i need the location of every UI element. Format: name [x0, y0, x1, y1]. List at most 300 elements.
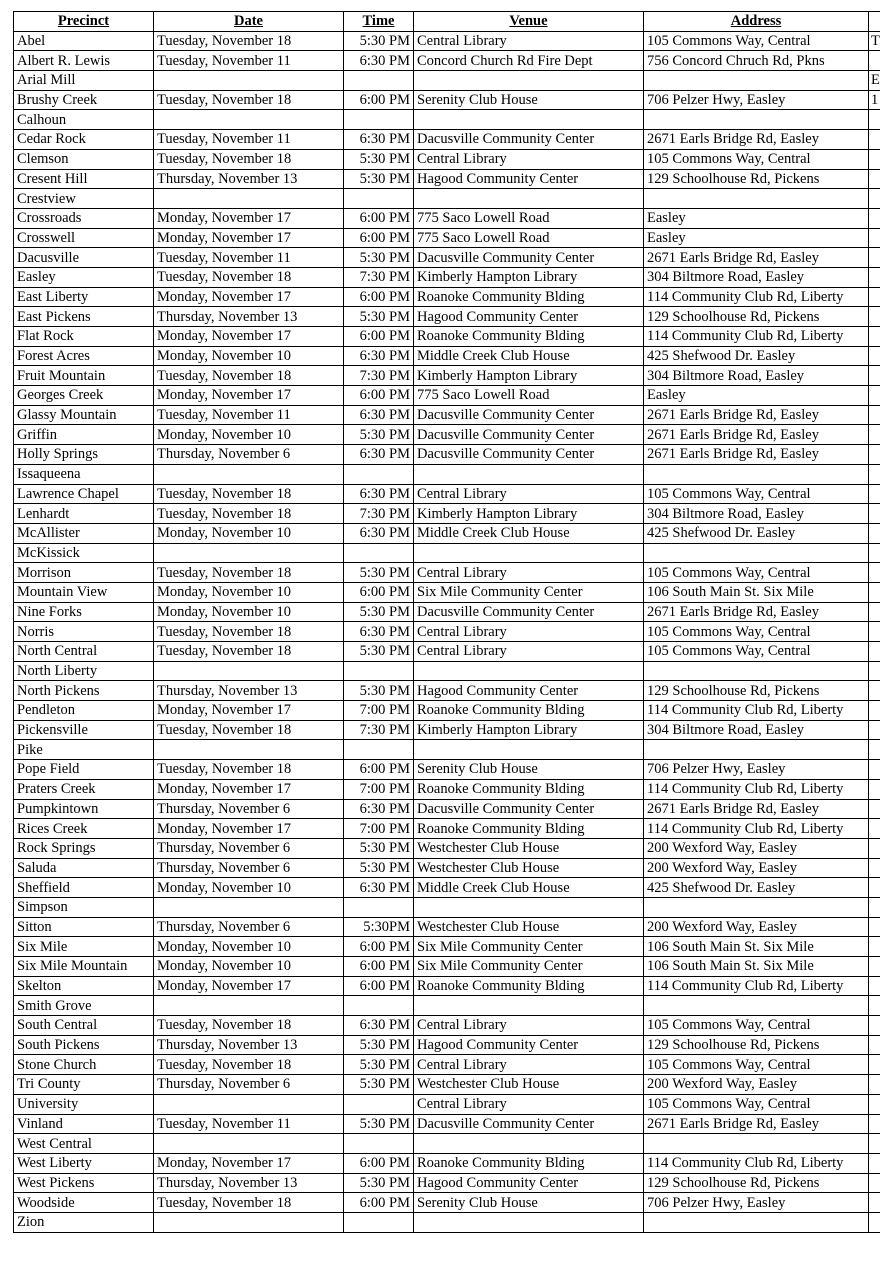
cell-time: [344, 71, 414, 91]
table-row: [14, 642, 880, 662]
cell-address: 706 Pelzer Hwy, Easley: [644, 90, 869, 110]
cell-time: 6:00 PM: [344, 1193, 414, 1213]
table-row: [14, 445, 880, 465]
cell-venue: Kimberly Hampton Library: [414, 366, 644, 386]
cell-precinct: Rices Creek: [14, 819, 154, 839]
cell-precinct: Saluda: [14, 858, 154, 878]
cell-venue: Six Mile Community Center: [414, 937, 644, 957]
cell-precinct: North Liberty: [14, 661, 154, 681]
cell-time: 6:30 PM: [344, 405, 414, 425]
cell-extra: [869, 169, 880, 189]
cell-precinct: Issaqueena: [14, 464, 154, 484]
cell-precinct: Brushy Creek: [14, 90, 154, 110]
cell-address: 105 Commons Way, Central: [644, 31, 869, 51]
cell-extra: [869, 1035, 880, 1055]
cell-time: 5:30 PM: [344, 149, 414, 169]
cell-date: Monday, November 17: [154, 228, 344, 248]
cell-date: Thursday, November 13: [154, 169, 344, 189]
cell-address: 2671 Earls Bridge Rd, Easley: [644, 130, 869, 150]
cell-precinct: Cresent Hill: [14, 169, 154, 189]
table-row: [14, 897, 880, 917]
cell-extra: [869, 622, 880, 642]
cell-venue: Serenity Club House: [414, 760, 644, 780]
cell-date: Tuesday, November 18: [154, 366, 344, 386]
cell-precinct: Sitton: [14, 917, 154, 937]
cell-extra: [869, 917, 880, 937]
cell-date: Tuesday, November 11: [154, 248, 344, 268]
cell-extra: [869, 799, 880, 819]
cell-address: 425 Shefwood Dr. Easley: [644, 346, 869, 366]
cell-venue: Six Mile Community Center: [414, 582, 644, 602]
cell-date: Monday, November 10: [154, 582, 344, 602]
cell-precinct: Holly Springs: [14, 445, 154, 465]
header-precinct: Precinct: [14, 12, 154, 32]
cell-precinct: Nine Forks: [14, 602, 154, 622]
cell-venue: Roanoke Community Blding: [414, 779, 644, 799]
cell-venue: Dacusville Community Center: [414, 602, 644, 622]
cell-extra: [869, 267, 880, 287]
cell-venue: Dacusville Community Center: [414, 405, 644, 425]
cell-extra: [869, 642, 880, 662]
cell-date: Thursday, November 6: [154, 445, 344, 465]
table-row: [14, 71, 880, 91]
cell-extra: [869, 740, 880, 760]
cell-venue: Roanoke Community Blding: [414, 976, 644, 996]
cell-venue: Westchester Club House: [414, 1075, 644, 1095]
cell-date: Tuesday, November 18: [154, 31, 344, 51]
cell-address: [644, 1212, 869, 1232]
cell-extra: [869, 1212, 880, 1232]
cell-address: 2671 Earls Bridge Rd, Easley: [644, 248, 869, 268]
cell-time: 6:30 PM: [344, 523, 414, 543]
table-row: [14, 90, 880, 110]
cell-precinct: Forest Acres: [14, 346, 154, 366]
cell-address: 114 Community Club Rd, Liberty: [644, 819, 869, 839]
cell-time: 6:00 PM: [344, 90, 414, 110]
cell-extra: [869, 819, 880, 839]
table-row: [14, 1134, 880, 1154]
cell-date: Tuesday, November 18: [154, 504, 344, 524]
header-address: Address: [644, 12, 869, 32]
table-row: [14, 149, 880, 169]
cell-date: Thursday, November 13: [154, 307, 344, 327]
cell-extra: [869, 760, 880, 780]
cell-extra: [869, 130, 880, 150]
cell-precinct: University: [14, 1094, 154, 1114]
cell-extra: [869, 1134, 880, 1154]
cell-address: Easley: [644, 386, 869, 406]
cell-precinct: Crossroads: [14, 208, 154, 228]
cell-precinct: West Pickens: [14, 1173, 154, 1193]
cell-address: 129 Schoolhouse Rd, Pickens: [644, 1035, 869, 1055]
table-row: [14, 110, 880, 130]
cell-date: Tuesday, November 18: [154, 1016, 344, 1036]
cell-extra: [869, 51, 880, 71]
cell-extra: [869, 445, 880, 465]
table-row: [14, 799, 880, 819]
cell-precinct: McAllister: [14, 523, 154, 543]
cell-date: Monday, November 10: [154, 957, 344, 977]
cell-precinct: North Pickens: [14, 681, 154, 701]
precinct-meeting-table: [13, 11, 880, 1233]
cell-date: Thursday, November 6: [154, 799, 344, 819]
cell-precinct: West Liberty: [14, 1153, 154, 1173]
cell-extra: [869, 149, 880, 169]
cell-address: 425 Shefwood Dr. Easley: [644, 878, 869, 898]
cell-precinct: Albert R. Lewis: [14, 51, 154, 71]
cell-time: 5:30 PM: [344, 602, 414, 622]
cell-extra: [869, 346, 880, 366]
table-row: [14, 740, 880, 760]
cell-precinct: Six Mile Mountain: [14, 957, 154, 977]
cell-precinct: Flat Rock: [14, 327, 154, 347]
cell-date: Tuesday, November 18: [154, 720, 344, 740]
cell-venue: Hagood Community Center: [414, 1035, 644, 1055]
table-row: [14, 878, 880, 898]
cell-venue: Dacusville Community Center: [414, 445, 644, 465]
cell-time: 5:30 PM: [344, 1114, 414, 1134]
cell-address: [644, 189, 869, 209]
cell-extra: [869, 897, 880, 917]
cell-date: [154, 189, 344, 209]
table-row: [14, 602, 880, 622]
cell-date: Tuesday, November 11: [154, 51, 344, 71]
table-header-row: [14, 12, 880, 32]
table-row: [14, 661, 880, 681]
header-extra: [869, 12, 880, 32]
cell-time: 6:30 PM: [344, 346, 414, 366]
cell-precinct: Pickensville: [14, 720, 154, 740]
cell-venue: Central Library: [414, 563, 644, 583]
cell-extra: [869, 681, 880, 701]
cell-extra: 1: [869, 90, 880, 110]
table-row: [14, 169, 880, 189]
cell-venue: Concord Church Rd Fire Dept: [414, 51, 644, 71]
cell-extra: [869, 386, 880, 406]
cell-extra: [869, 366, 880, 386]
table-row: [14, 1016, 880, 1036]
cell-extra: [869, 307, 880, 327]
cell-time: [344, 1094, 414, 1114]
cell-precinct: Georges Creek: [14, 386, 154, 406]
cell-venue: Roanoke Community Blding: [414, 1153, 644, 1173]
cell-venue: Central Library: [414, 1016, 644, 1036]
cell-venue: Roanoke Community Blding: [414, 327, 644, 347]
cell-date: Monday, November 10: [154, 346, 344, 366]
cell-time: [344, 189, 414, 209]
cell-venue: Westchester Club House: [414, 838, 644, 858]
table-row: [14, 425, 880, 445]
cell-extra: [869, 484, 880, 504]
header-venue: Venue: [414, 12, 644, 32]
cell-venue: Kimberly Hampton Library: [414, 267, 644, 287]
cell-venue: Dacusville Community Center: [414, 1114, 644, 1134]
cell-time: 5:30PM: [344, 917, 414, 937]
cell-time: 6:30 PM: [344, 878, 414, 898]
cell-time: 6:30 PM: [344, 1016, 414, 1036]
cell-address: 105 Commons Way, Central: [644, 1055, 869, 1075]
cell-date: Tuesday, November 18: [154, 1193, 344, 1213]
cell-precinct: Fruit Mountain: [14, 366, 154, 386]
table-row: [14, 838, 880, 858]
cell-extra: [869, 996, 880, 1016]
cell-address: [644, 740, 869, 760]
cell-precinct: Zion: [14, 1212, 154, 1232]
cell-venue: [414, 189, 644, 209]
cell-address: [644, 71, 869, 91]
cell-extra: [869, 1094, 880, 1114]
cell-date: Monday, November 17: [154, 1153, 344, 1173]
cell-extra: [869, 563, 880, 583]
cell-time: [344, 1134, 414, 1154]
cell-date: [154, 543, 344, 563]
cell-venue: Middle Creek Club House: [414, 346, 644, 366]
cell-time: 5:30 PM: [344, 858, 414, 878]
cell-precinct: Abel: [14, 31, 154, 51]
table-row: [14, 307, 880, 327]
cell-address: 129 Schoolhouse Rd, Pickens: [644, 681, 869, 701]
cell-precinct: Pumpkintown: [14, 799, 154, 819]
cell-time: 7:30 PM: [344, 267, 414, 287]
table-row: [14, 1055, 880, 1075]
cell-extra: [869, 208, 880, 228]
table-row: [14, 208, 880, 228]
cell-venue: Hagood Community Center: [414, 681, 644, 701]
cell-address: 2671 Earls Bridge Rd, Easley: [644, 1114, 869, 1134]
cell-time: [344, 897, 414, 917]
cell-venue: Central Library: [414, 484, 644, 504]
cell-address: 114 Community Club Rd, Liberty: [644, 327, 869, 347]
cell-address: 114 Community Club Rd, Liberty: [644, 287, 869, 307]
cell-address: 105 Commons Way, Central: [644, 149, 869, 169]
cell-time: 5:30 PM: [344, 838, 414, 858]
cell-precinct: Woodside: [14, 1193, 154, 1213]
cell-address: 129 Schoolhouse Rd, Pickens: [644, 307, 869, 327]
cell-address: 304 Biltmore Road, Easley: [644, 366, 869, 386]
cell-extra: [869, 327, 880, 347]
cell-venue: Kimberly Hampton Library: [414, 504, 644, 524]
cell-address: 2671 Earls Bridge Rd, Easley: [644, 405, 869, 425]
cell-extra: [869, 957, 880, 977]
cell-address: 706 Pelzer Hwy, Easley: [644, 1193, 869, 1213]
cell-address: 756 Concord Chruch Rd, Pkns: [644, 51, 869, 71]
cell-time: 6:30 PM: [344, 445, 414, 465]
cell-venue: Roanoke Community Blding: [414, 819, 644, 839]
cell-date: Thursday, November 6: [154, 917, 344, 937]
header-date: Date: [154, 12, 344, 32]
cell-date: Monday, November 10: [154, 878, 344, 898]
cell-date: Monday, November 17: [154, 208, 344, 228]
cell-extra: [869, 582, 880, 602]
cell-precinct: Rock Springs: [14, 838, 154, 858]
table-row: [14, 405, 880, 425]
table-row: [14, 917, 880, 937]
table-row: [14, 819, 880, 839]
cell-venue: Central Library: [414, 642, 644, 662]
cell-address: 114 Community Club Rd, Liberty: [644, 1153, 869, 1173]
cell-venue: [414, 1134, 644, 1154]
cell-address: 304 Biltmore Road, Easley: [644, 504, 869, 524]
cell-address: 129 Schoolhouse Rd, Pickens: [644, 1173, 869, 1193]
cell-date: [154, 740, 344, 760]
cell-venue: Central Library: [414, 1094, 644, 1114]
cell-date: Monday, November 10: [154, 523, 344, 543]
cell-date: [154, 996, 344, 1016]
cell-date: [154, 464, 344, 484]
cell-address: 2671 Earls Bridge Rd, Easley: [644, 799, 869, 819]
cell-time: 5:30 PM: [344, 681, 414, 701]
table-row: [14, 760, 880, 780]
cell-precinct: Crestview: [14, 189, 154, 209]
cell-precinct: Pike: [14, 740, 154, 760]
cell-venue: [414, 897, 644, 917]
table-row: [14, 1193, 880, 1213]
cell-venue: 775 Saco Lowell Road: [414, 208, 644, 228]
cell-venue: Hagood Community Center: [414, 169, 644, 189]
cell-date: Monday, November 17: [154, 779, 344, 799]
cell-address: 105 Commons Way, Central: [644, 642, 869, 662]
cell-precinct: Vinland: [14, 1114, 154, 1134]
cell-extra: [869, 976, 880, 996]
cell-venue: [414, 71, 644, 91]
cell-time: 5:30 PM: [344, 642, 414, 662]
cell-time: [344, 464, 414, 484]
cell-extra: [869, 248, 880, 268]
cell-time: 5:30 PM: [344, 307, 414, 327]
cell-precinct: Sheffield: [14, 878, 154, 898]
cell-extra: [869, 405, 880, 425]
cell-venue: Dacusville Community Center: [414, 248, 644, 268]
table-row: [14, 484, 880, 504]
table-row: [14, 720, 880, 740]
table-row: [14, 1035, 880, 1055]
cell-date: Monday, November 10: [154, 602, 344, 622]
cell-time: 6:30 PM: [344, 51, 414, 71]
cell-venue: [414, 740, 644, 760]
cell-address: 105 Commons Way, Central: [644, 1094, 869, 1114]
table-row: [14, 1153, 880, 1173]
cell-venue: Kimberly Hampton Library: [414, 720, 644, 740]
cell-date: Thursday, November 6: [154, 838, 344, 858]
table-row: [14, 858, 880, 878]
cell-venue: Roanoke Community Blding: [414, 287, 644, 307]
cell-address: 304 Biltmore Road, Easley: [644, 267, 869, 287]
cell-time: [344, 740, 414, 760]
cell-extra: [869, 425, 880, 445]
table-row: [14, 189, 880, 209]
cell-precinct: Norris: [14, 622, 154, 642]
cell-date: Monday, November 17: [154, 701, 344, 721]
cell-venue: 775 Saco Lowell Road: [414, 386, 644, 406]
cell-extra: [869, 838, 880, 858]
table-row: [14, 228, 880, 248]
cell-extra: [869, 287, 880, 307]
cell-address: 114 Community Club Rd, Liberty: [644, 779, 869, 799]
cell-time: 7:30 PM: [344, 366, 414, 386]
table-row: [14, 1075, 880, 1095]
cell-extra: [869, 661, 880, 681]
table-row: [14, 582, 880, 602]
cell-venue: Dacusville Community Center: [414, 425, 644, 445]
cell-precinct: Simpson: [14, 897, 154, 917]
cell-extra: [869, 937, 880, 957]
cell-precinct: Clemson: [14, 149, 154, 169]
cell-time: [344, 110, 414, 130]
cell-venue: [414, 996, 644, 1016]
cell-address: 105 Commons Way, Central: [644, 484, 869, 504]
cell-precinct: Easley: [14, 267, 154, 287]
cell-time: 5:30 PM: [344, 425, 414, 445]
cell-precinct: Glassy Mountain: [14, 405, 154, 425]
cell-date: [154, 1134, 344, 1154]
cell-time: 6:30 PM: [344, 130, 414, 150]
cell-precinct: North Central: [14, 642, 154, 662]
cell-venue: Dacusville Community Center: [414, 130, 644, 150]
cell-time: 7:00 PM: [344, 779, 414, 799]
cell-extra: [869, 858, 880, 878]
cell-venue: 775 Saco Lowell Road: [414, 228, 644, 248]
cell-venue: Hagood Community Center: [414, 307, 644, 327]
cell-precinct: Lawrence Chapel: [14, 484, 154, 504]
table-row: [14, 779, 880, 799]
cell-address: 304 Biltmore Road, Easley: [644, 720, 869, 740]
table-row: [14, 366, 880, 386]
cell-extra: [869, 779, 880, 799]
cell-date: Thursday, November 13: [154, 1173, 344, 1193]
cell-precinct: Crosswell: [14, 228, 154, 248]
cell-time: 5:30 PM: [344, 248, 414, 268]
cell-date: Monday, November 10: [154, 425, 344, 445]
cell-address: [644, 661, 869, 681]
cell-precinct: West Central: [14, 1134, 154, 1154]
table-row: [14, 996, 880, 1016]
table-row: [14, 1212, 880, 1232]
cell-precinct: Calhoun: [14, 110, 154, 130]
cell-time: 6:00 PM: [344, 327, 414, 347]
cell-precinct: Lenhardt: [14, 504, 154, 524]
cell-address: 200 Wexford Way, Easley: [644, 917, 869, 937]
cell-venue: Hagood Community Center: [414, 1173, 644, 1193]
cell-time: 5:30 PM: [344, 1055, 414, 1075]
cell-date: Tuesday, November 18: [154, 484, 344, 504]
cell-precinct: Mountain View: [14, 582, 154, 602]
table-row: [14, 504, 880, 524]
cell-time: 7:00 PM: [344, 701, 414, 721]
cell-time: 6:00 PM: [344, 937, 414, 957]
cell-date: Thursday, November 13: [154, 1035, 344, 1055]
cell-date: Tuesday, November 11: [154, 405, 344, 425]
table-row: [14, 287, 880, 307]
cell-address: 425 Shefwood Dr. Easley: [644, 523, 869, 543]
cell-venue: [414, 661, 644, 681]
cell-precinct: Stone Church: [14, 1055, 154, 1075]
cell-date: Tuesday, November 18: [154, 1055, 344, 1075]
cell-address: 106 South Main St. Six Mile: [644, 582, 869, 602]
cell-date: Monday, November 17: [154, 819, 344, 839]
cell-time: 7:30 PM: [344, 720, 414, 740]
cell-time: 5:30 PM: [344, 563, 414, 583]
cell-time: 7:00 PM: [344, 819, 414, 839]
cell-precinct: McKissick: [14, 543, 154, 563]
cell-time: 6:00 PM: [344, 1153, 414, 1173]
cell-extra: [869, 1055, 880, 1075]
cell-venue: Westchester Club House: [414, 858, 644, 878]
cell-time: 5:30 PM: [344, 31, 414, 51]
cell-time: 6:00 PM: [344, 386, 414, 406]
cell-precinct: Arial Mill: [14, 71, 154, 91]
cell-date: [154, 1212, 344, 1232]
table-row: [14, 130, 880, 150]
